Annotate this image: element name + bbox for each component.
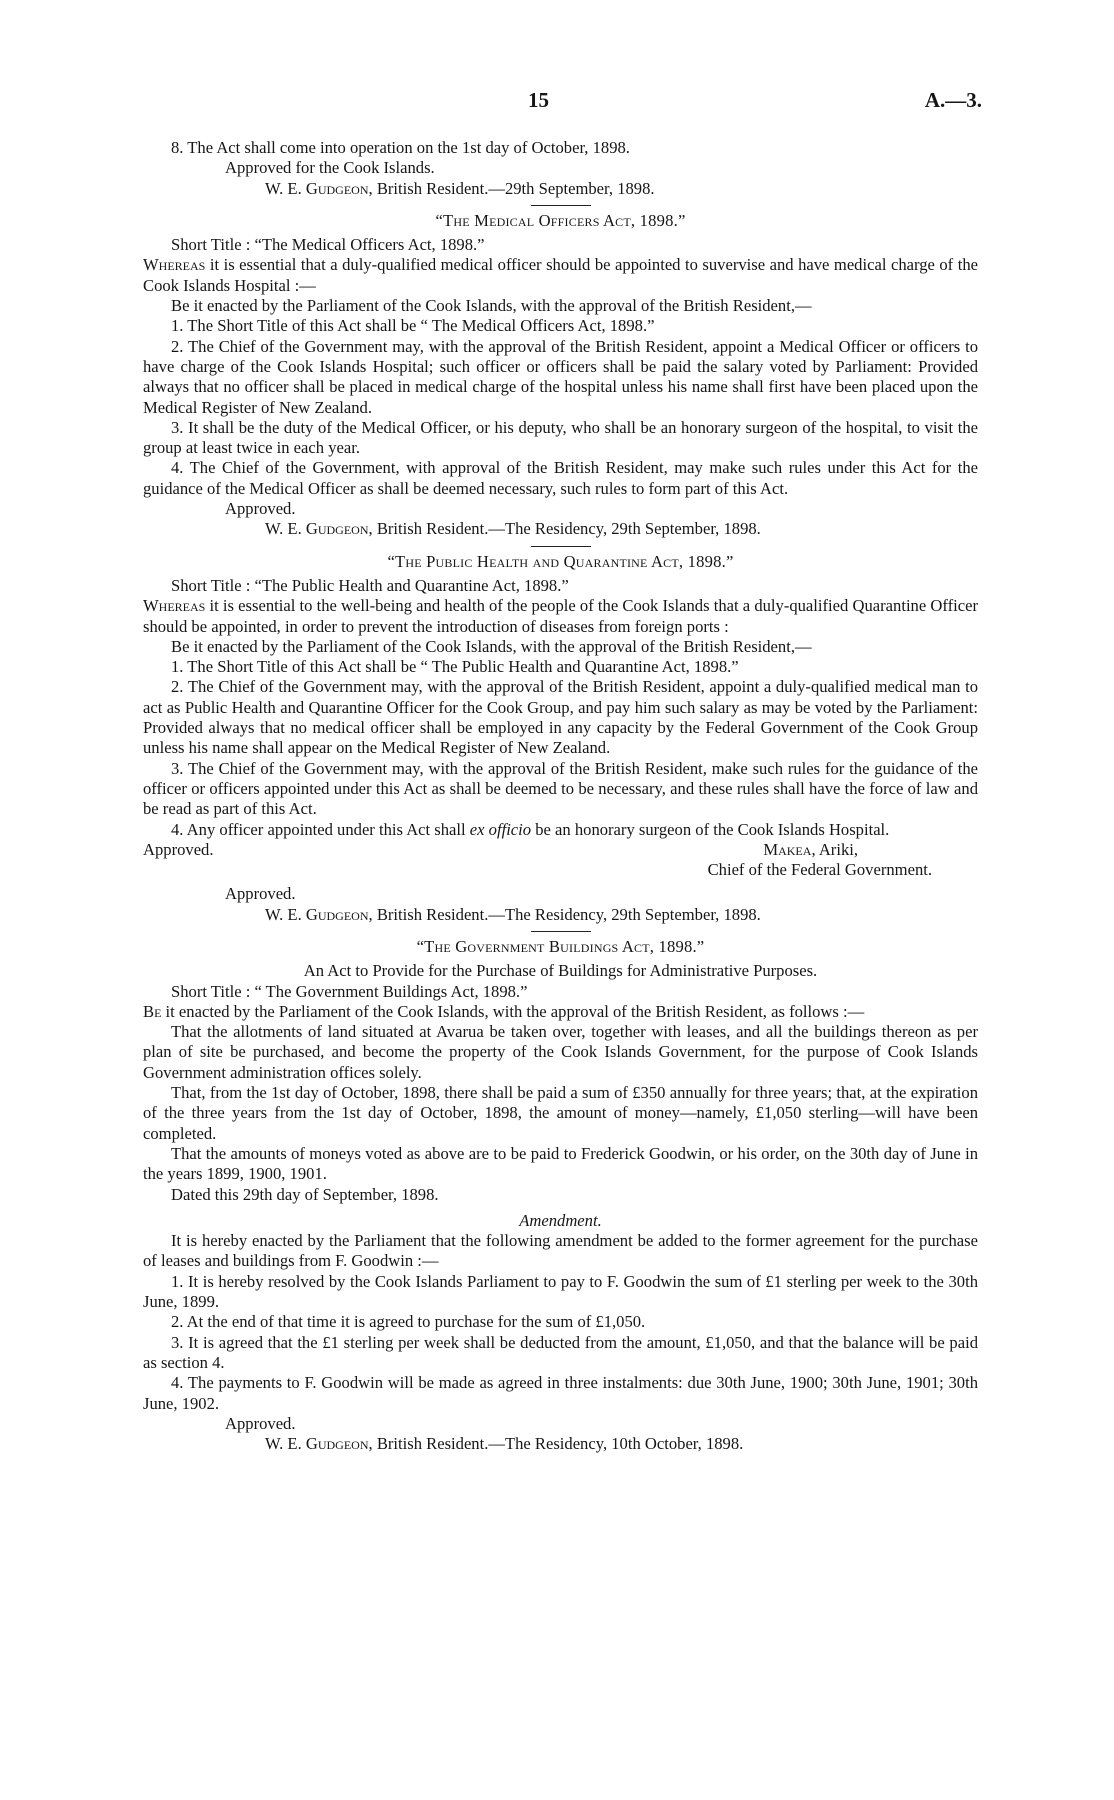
whereas-word: Whereas [143,255,206,275]
section-4-text-b: be an honorary surgeon of the Cook Islands Hospital. [531,819,890,839]
approval-line: Approved. [225,884,296,904]
act-title-medical: “The Medical Officers Act, 1898.” [435,210,686,230]
amendment-4: 4. The payments to F. Goodwin will be made as agreed in three instalments: due 30th June, 1900; 30th June, 1901; 30th June, 1902. [143,1373,978,1413]
section-1: 1. The Short Title of this Act shall be “ The Public Health and Quarantine Act, 1898.” [171,657,739,677]
makea-signature [763,840,858,860]
approval-line: Approved. [225,499,296,519]
signature-detail: , British Resident.—The Residency, 29th September, 1898. [368,904,761,924]
signature-detail: , British Resident.—29th September, 1898. [368,178,655,198]
act-title-buildings: “The Government Buildings Act, 1898.” [416,936,705,956]
amendment-3: 3. It is agreed that the £1 sterling per week shall be deducted from the amount, £1,050, and that the balance will be paid as section 4. [143,1332,978,1372]
section-4 [143,820,978,840]
whereas-clause [143,596,978,637]
signature-line [143,519,978,539]
page-number: 15 [528,88,549,112]
section-divider [531,546,591,547]
amendment-heading-text: Amendment. [519,1210,602,1230]
amendment-2: 2. At the end of that time it is agreed to purchase for the sum of £1,050. [171,1312,646,1332]
approval-signature-row [143,840,978,860]
makea-name: Makea [763,839,812,859]
whereas-clause [143,255,978,296]
approval-line: Approved. [225,1413,296,1433]
section-3: 3. It shall be the duty of the Medical Officer, or his deputy, who shall be an honorary surgeon of the hospital, to visit the group at least twice in each year. [143,417,978,458]
act-title-public-health: “The Public Health and Quarantine Act, 1898.” [387,551,734,571]
document-body [143,138,978,1454]
page-header [0,88,1114,118]
section-4: 4. The Chief of the Government, with approval of the British Resident, may make such rules under this Act for the guidance of the Medical Officer as shall be deemed necessary, such rules to form part of this Act. [143,458,978,498]
enacting-clause: Be it enacted by the Parliament of the Cook Islands, with the approval of the British Resident,— [171,296,812,316]
signature-name: W. E. Gudgeon [265,519,369,539]
whereas-text: it is essential that a duly-qualified medical officer should be appointed to suvervise and have medical charge of the Cook Islands Hospital :— [143,255,978,295]
clause-3: That the amounts of moneys voted as above are to be paid to Frederick Goodwin, or his order, on the 30th day of June in the years 1899, 1900, 1901. [143,1143,978,1184]
be-word: Be [143,1001,162,1021]
section-divider [531,931,591,932]
approval-line: Approved. [143,839,214,859]
section-3: 3. The Chief of the Government may, with the approval of the British Resident, make such rules for the guidance of the officer or officers appointed under this Act as shall be deemed to be necessary, and these rules shall have the force of law and be read as part of this Act. [143,758,978,819]
section-1: 1. The Short Title of this Act shall be “ The Medical Officers Act, 1898.” [171,316,655,336]
enacting-clause [143,1002,978,1022]
amendment-1: 1. It is hereby resolved by the Cook Islands Parliament to pay to F. Goodwin the sum of £1 sterling per week to the 30th June, 1899. [143,1271,978,1312]
signature-line [143,1434,978,1454]
approval-line: Approved for the Cook Islands. [225,158,435,178]
makea-title: , Ariki, [811,839,858,859]
short-title: Short Title : “ The Government Buildings Act, 1898.” [171,981,528,1001]
signature-name: W. E. Gudgeon [265,178,369,198]
short-title: Short Title : “The Public Health and Quarantine Act, 1898.” [171,575,569,595]
clause-2: That, from the 1st day of October, 1898, there shall be paid a sum of £350 annually for three years; that, at the expiration of the three years from the 1st day of October, 1898, the amount of money—namely, £1,050 sterling—will have been completed. [143,1083,978,1143]
short-title: Short Title : “The Medical Officers Act, 1898.” [171,235,485,255]
section-divider [531,205,591,206]
act-subtitle: An Act to Provide for the Purchase of Buildings for Administrative Purposes. [303,961,818,981]
section-2: 2. The Chief of the Government may, with the approval of the British Resident, appoint a duly-qualified medical man to act as Public Health and Quarantine Officer for the Cook Group, and pay him such salary as may be voted by the Parliament: Provided always that no medical officer shall be employed in any capacity by the Federal Government of the Cook Group unless his name shall appear on the Medical Register of New Zealand. [143,677,978,758]
clause-1: That the allotments of land situated at Avarua be taken over, together with leases, and all the buildings thereon as per plan of site be purchased, and become the property of the Cook Islands Government, for the purpose of Cook Islands Government administration offices solely. [143,1022,978,1082]
signature-line [143,179,978,199]
whereas-word: Whereas [143,596,206,616]
signature-name: W. E. Gudgeon [265,904,369,924]
amendment-heading [143,1211,978,1231]
enacting-text: it enacted by the Parliament of the Cook Islands, with the approval of the British Resident, as follows :— [161,1001,865,1021]
section-8: 8. The Act shall come into operation on the 1st day of October, 1898. [171,138,630,157]
signature-line [143,905,978,925]
signature-detail: , British Resident.—The Residency, 29th September, 1898. [368,519,761,539]
section-2: 2. The Chief of the Government may, with the approval of the British Resident, appoint a Medical Officer or officers to have charge of the Cook Islands Hospital; such officer or officers shall be paid the salary voted by Parliament: Provided always that no officer shall be placed in medical charge of the hospital unless his name shall first have been placed upon the Medical Register of New Zealand. [143,336,978,417]
section-4-text-a: 4. Any officer appointed under this Act shall [171,819,470,839]
whereas-text: it is essential to the well-being and health of the people of the Cook Islands that a duly-qualified Quarantine Officer should be appointed, in order to prevent the introduction of diseases from foreign ports : [143,596,978,636]
document-code: A.—3. [924,88,982,112]
amendment-intro: It is hereby enacted by the Parliament that the following amendment be added to the former agreement for the purchase of leases and buildings from F. Goodwin :— [143,1231,978,1271]
signature-detail: , British Resident.—The Residency, 10th October, 1898. [368,1434,744,1454]
chief-title: Chief of the Federal Government. [707,860,932,880]
dated-line: Dated this 29th day of September, 1898. [171,1184,439,1204]
latin-term: ex officio [469,819,532,839]
signature-name: W. E. Gudgeon [265,1434,369,1454]
enacting-clause: Be it enacted by the Parliament of the Cook Islands, with the approval of the British Resident,— [171,636,812,656]
